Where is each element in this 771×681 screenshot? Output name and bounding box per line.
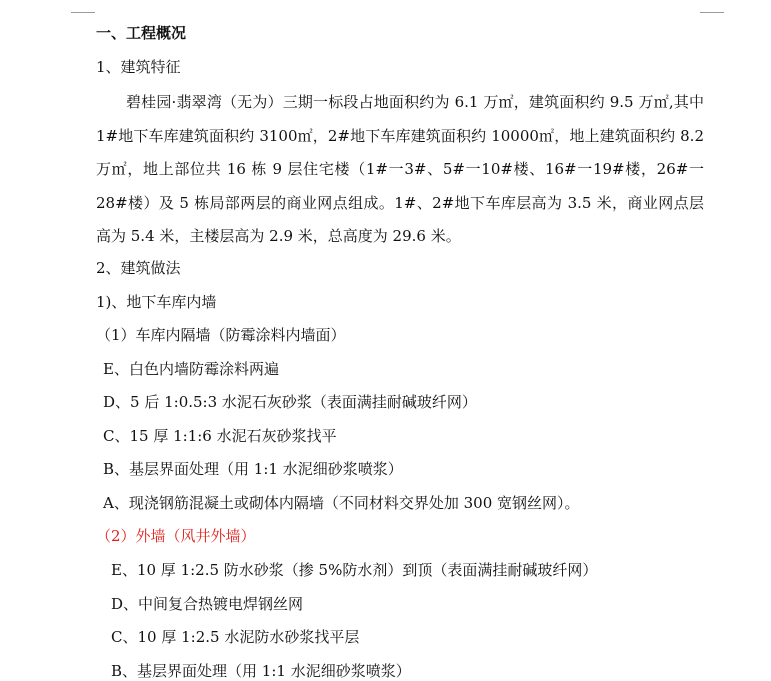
step-d-outer-wall: D、中间复合热镀电焊钢丝网: [111, 595, 304, 613]
heading-engineering-overview: 一、工程概况: [96, 24, 187, 42]
step-e-outer-wall: E、10 厚 1:2.5 防水砂浆（掺 5%防水剂）到顶（表面满挂耐碱玻纤网）: [111, 561, 598, 579]
step-c-outer-wall: C、10 厚 1:2.5 水泥防水砂浆找平层: [111, 628, 360, 646]
item-outer-wall-title: （2）外墙（风井外墙）: [96, 527, 256, 545]
item-garage-partition-title: （1）车库内隔墙（防霉涂料内墙面）: [96, 326, 346, 344]
step-b-garage: B、基层界面处理（用 1:1 水泥细砂浆喷浆）: [103, 460, 403, 478]
section-building-methods-title: 2、建筑做法: [96, 259, 181, 277]
step-a-garage: A、现浇钢筋混凝土或砌体内隔墙（不同材料交界处加 300 宽钢丝网）。: [103, 494, 580, 512]
subsection-garage-inner-wall-title: 1)、地下车库内墙: [96, 293, 217, 311]
page-corner-mark-right: [700, 4, 724, 13]
building-features-paragraph: 碧桂园·翡翠湾（无为）三期一标段占地面积约为 6.1 万㎡，建筑面积约 9.5 万㎡,其中 1#地下车库建筑面积约 3100㎡，2#地下车库建筑面积约 10000㎡，地上建筑面积约 8.2 万㎡，地上部位共 16 栋 9 层住宅楼（1#一3#、5#一10#楼、16#一19#楼，26#一28#楼）及 5 栋局部两层的商业网点组成。1#、2#地下车库层高为 3.5 米，商业网点层高为 5.4 米，主楼层高为 2.9 米，总高度为 29.6 米。: [96, 93, 704, 246]
step-b-outer-wall: B、基层界面处理（用 1:1 水泥细砂浆喷浆）: [111, 662, 411, 680]
step-d-garage: D、5 后 1:0.5:3 水泥石灰砂浆（表面满挂耐碱玻纤网）: [103, 393, 477, 411]
page-corner-mark-left: [71, 4, 95, 13]
section-building-features-title: 1、建筑特征: [96, 58, 181, 76]
step-c-garage: C、15 厚 1:1:6 水泥石灰砂浆找平: [103, 427, 337, 445]
step-e-garage: E、白色内墙防霉涂料两遍: [103, 360, 279, 378]
